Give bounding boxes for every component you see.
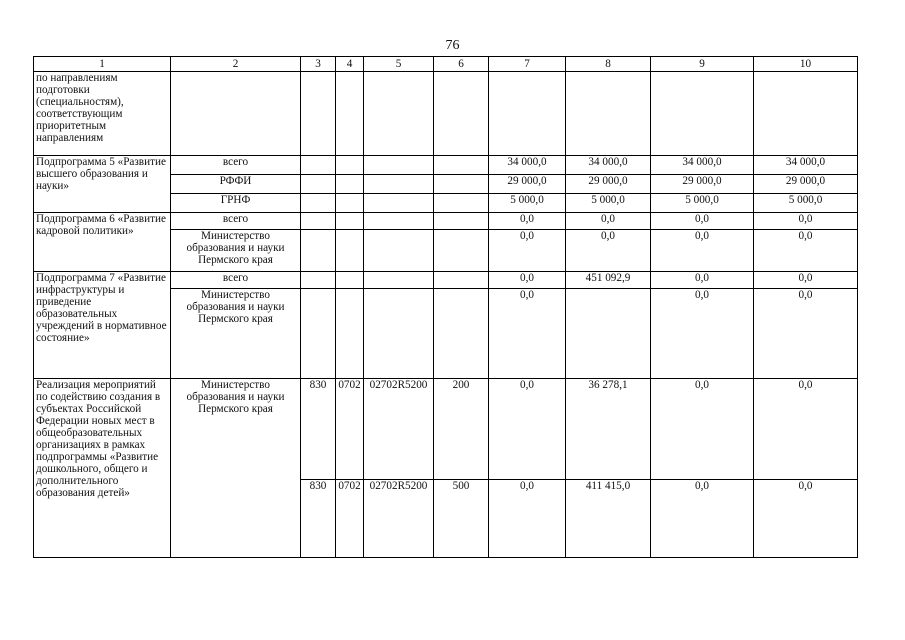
cell (434, 213, 489, 230)
cell (301, 156, 336, 175)
cell (364, 175, 434, 194)
row-title: по направлениям подготовки (специальностям), соответствующим приоритетным направлениям (34, 72, 171, 156)
col-header: 7 (489, 57, 566, 72)
subprogram-title: Подпрограмма 5 «Развитие высшего образования и науки» (34, 156, 171, 213)
code-cell: 02702R5200 (364, 379, 434, 480)
executor: Министерство образования и науки Пермского края (171, 379, 301, 558)
col-header: 10 (754, 57, 858, 72)
measure-title: Реализация мероприятий по содействию создания в субъектах Российской Федерации новых мест в общеобразовательных организациях в рамках подпрограммы «Развитие дошкольного, общего и дополнительного образования детей» (34, 379, 171, 558)
cell (364, 272, 434, 289)
col-header: 1 (34, 57, 171, 72)
col-header: 5 (364, 57, 434, 72)
cell (336, 72, 364, 156)
value-cell: 0,0 (754, 230, 858, 272)
code-cell: 500 (434, 480, 489, 558)
value-cell: 0,0 (489, 213, 566, 230)
cell (336, 156, 364, 175)
value-cell: 0,0 (489, 289, 566, 379)
cell (301, 194, 336, 213)
value-cell: 34 000,0 (566, 156, 651, 175)
col-header: 8 (566, 57, 651, 72)
value-cell: 29 000,0 (489, 175, 566, 194)
funding-source: РФФИ (171, 175, 301, 194)
header-row (34, 57, 858, 72)
cell (364, 194, 434, 213)
cell (754, 72, 858, 156)
cell (336, 289, 364, 379)
code-cell: 200 (434, 379, 489, 480)
table-row (34, 213, 858, 230)
cell (364, 156, 434, 175)
cell (301, 272, 336, 289)
value-cell: 0,0 (651, 272, 754, 289)
value-cell: 0,0 (754, 213, 858, 230)
cell (434, 156, 489, 175)
value-cell: 5 000,0 (754, 194, 858, 213)
table-row (34, 379, 858, 480)
value-cell: 0,0 (754, 289, 858, 379)
cell (434, 72, 489, 156)
funding-source: всего (171, 156, 301, 175)
code-cell: 02702R5200 (364, 480, 434, 558)
value-cell: 34 000,0 (489, 156, 566, 175)
value-cell: 0,0 (489, 272, 566, 289)
cell (301, 213, 336, 230)
funding-source: всего (171, 272, 301, 289)
col-header: 9 (651, 57, 754, 72)
col-header: 3 (301, 57, 336, 72)
cell (434, 230, 489, 272)
value-cell: 0,0 (566, 213, 651, 230)
table-row (34, 272, 858, 289)
funding-source: ГРНФ (171, 194, 301, 213)
cell (364, 289, 434, 379)
cell (364, 72, 434, 156)
value-cell: 0,0 (651, 480, 754, 558)
value-cell: 36 278,1 (566, 379, 651, 480)
executor: Министерство образования и науки Пермского края (171, 230, 301, 272)
value-cell: 0,0 (489, 379, 566, 480)
table-row (34, 156, 858, 175)
value-cell: 34 000,0 (651, 156, 754, 175)
cell (336, 175, 364, 194)
table-row (34, 72, 858, 156)
value-cell: 451 092,9 (566, 272, 651, 289)
cell (171, 72, 301, 156)
cell (301, 175, 336, 194)
code-cell: 0702 (336, 379, 364, 480)
value-cell: 0,0 (651, 213, 754, 230)
value-cell: 0,0 (489, 480, 566, 558)
cell (336, 230, 364, 272)
col-header: 4 (336, 57, 364, 72)
cell (434, 289, 489, 379)
page-number: 76 (445, 38, 460, 53)
value-cell: 0,0 (489, 230, 566, 272)
cell (651, 72, 754, 156)
cell (301, 289, 336, 379)
col-header: 2 (171, 57, 301, 72)
value-cell: 0,0 (754, 379, 858, 480)
cell (336, 272, 364, 289)
cell (364, 213, 434, 230)
value-cell: 0,0 (754, 480, 858, 558)
cell (434, 194, 489, 213)
cell (364, 230, 434, 272)
executor: Министерство образования и науки Пермского края (171, 289, 301, 379)
value-cell: 0,0 (651, 379, 754, 480)
value-cell: 5 000,0 (489, 194, 566, 213)
value-cell: 29 000,0 (754, 175, 858, 194)
value-cell: 0,0 (754, 272, 858, 289)
cell (301, 72, 336, 156)
col-header: 6 (434, 57, 489, 72)
value-cell: 0,0 (566, 230, 651, 272)
value-cell (566, 289, 651, 379)
value-cell: 5 000,0 (566, 194, 651, 213)
value-cell: 29 000,0 (651, 175, 754, 194)
funding-source: всего (171, 213, 301, 230)
budget-table (33, 56, 858, 558)
subprogram-title: Подпрограмма 7 «Развитие инфраструктуры и приведение образовательных учреждений в нормативное состояние» (34, 272, 171, 379)
cell (566, 72, 651, 156)
cell (434, 272, 489, 289)
cell (336, 213, 364, 230)
cell (336, 194, 364, 213)
value-cell: 411 415,0 (566, 480, 651, 558)
code-cell: 830 (301, 480, 336, 558)
value-cell: 29 000,0 (566, 175, 651, 194)
value-cell: 5 000,0 (651, 194, 754, 213)
value-cell: 0,0 (651, 289, 754, 379)
cell (434, 175, 489, 194)
code-cell: 0702 (336, 480, 364, 558)
cell (301, 230, 336, 272)
subprogram-title: Подпрограмма 6 «Развитие кадровой политики» (34, 213, 171, 272)
code-cell: 830 (301, 379, 336, 480)
cell (489, 72, 566, 156)
value-cell: 34 000,0 (754, 156, 858, 175)
value-cell: 0,0 (651, 230, 754, 272)
